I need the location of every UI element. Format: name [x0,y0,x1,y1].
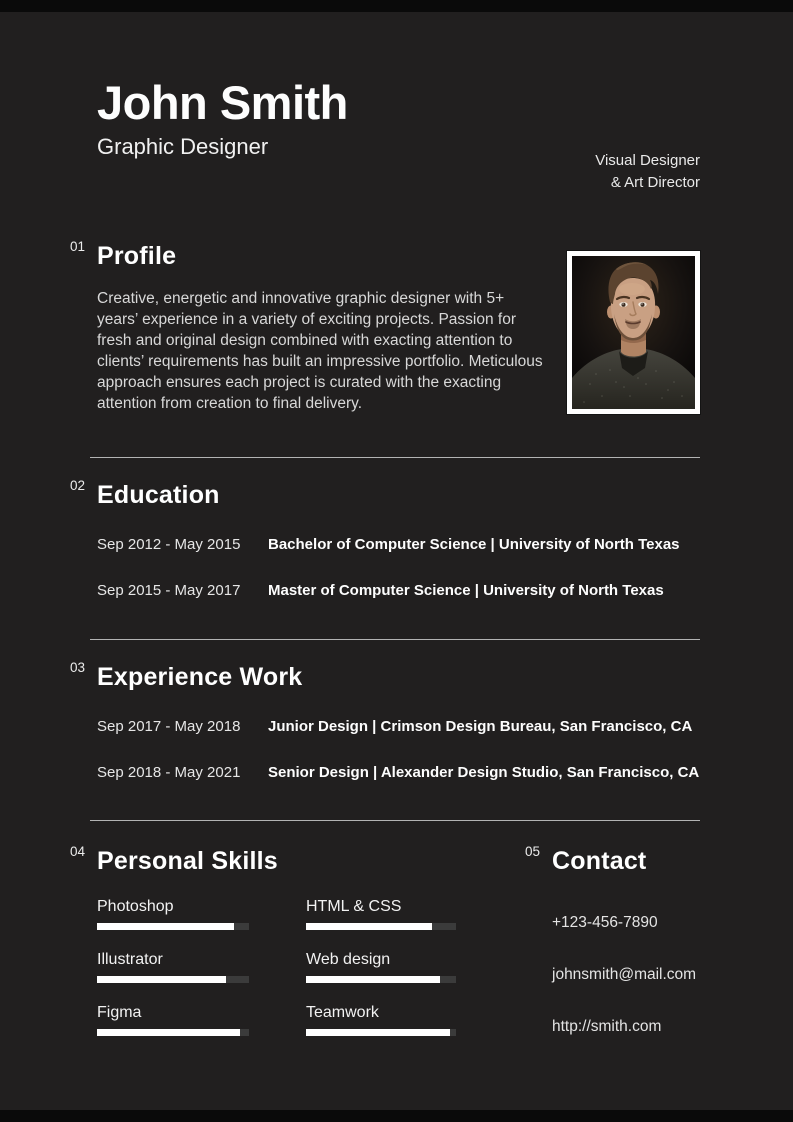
portrait-illustration [572,256,695,409]
person-name: John Smith [97,76,348,129]
tagline-line-1: Visual Designer [595,152,700,170]
education-heading-row [70,478,700,510]
skills-section-number: 04 [70,844,86,860]
experience-detail: Junior Design | Crimson Design Bureau, San Francisco, CA [268,718,693,736]
skill-item [97,898,249,930]
skill-bar-fill [97,1029,240,1036]
skills-grid [97,898,462,1036]
skill-bar-fill [306,1029,450,1036]
experience-detail: Senior Design | Alexander Design Studio, San Francisco, CA [268,764,700,782]
skill-bar [97,1029,249,1036]
profile-section-title: Profile [97,242,177,271]
experience-row [97,764,700,781]
experience-dates: Sep 2018 - May 2021 [97,764,241,782]
header-sub-row [90,134,700,194]
divider [90,639,700,640]
education-detail: Bachelor of Computer Science | University of North Texas [268,536,680,554]
skill-item [306,898,456,930]
profile-text: Creative, energetic and innovative graphic designer with 5+ years’ experience in a variety of exciting projects. Passion for fresh and original design combined with exacting attention to clients’ requirements has built an impressive portfolio. Meticulous approach ensures each project is curated with the exacting attention from creation to final delivery. [97,290,543,413]
section-experience [70,660,700,782]
education-dates: Sep 2012 - May 2015 [97,536,241,554]
education-detail: Master of Computer Science | University of North Texas [268,582,664,600]
skill-bar-fill [306,923,432,930]
skills-section-title: Personal Skills [97,847,278,876]
contact-website[interactable]: http://smith.com [552,1018,662,1036]
education-row [97,536,700,553]
profile-section-number: 01 [70,239,86,255]
skill-item [306,951,456,983]
skill-bar-fill [97,923,234,930]
contact-section-number: 05 [525,844,541,860]
education-section-title: Education [97,481,220,510]
profile-photo [567,251,700,414]
skills-heading-row [70,844,462,876]
experience-section-number: 03 [70,660,86,676]
divider [90,457,700,458]
tagline-line-2: & Art Director [610,174,700,192]
section-profile [70,239,700,414]
contact-phone: +123-456-7890 [552,914,658,932]
skill-bar [306,976,456,983]
contact-email[interactable]: johnsmith@mail.com [552,966,697,984]
bottom-section [70,844,700,1070]
skill-bar [306,1029,456,1036]
section-education [70,478,700,600]
skill-item [306,1004,456,1036]
experience-row [97,718,700,735]
skill-item [97,951,249,983]
section-contact [525,844,697,1070]
skill-bar-fill [306,976,440,983]
contact-list [552,914,696,1036]
divider [90,820,700,821]
education-section-number: 02 [70,478,86,494]
contact-section-title: Contact [552,847,647,876]
section-skills [70,844,462,1070]
content-wrapper [70,12,700,1070]
skill-label: Illustrator [97,951,163,969]
top-frame-bar [0,0,793,12]
job-title: Graphic Designer [97,134,269,160]
experience-section-title: Experience Work [97,663,303,692]
skill-label: Web design [306,951,391,969]
skill-label: Photoshop [97,898,174,916]
education-dates: Sep 2015 - May 2017 [97,582,241,600]
skill-label: Figma [97,1004,142,1022]
header [90,76,700,194]
skill-bar-fill [97,976,226,983]
experience-dates: Sep 2017 - May 2018 [97,718,241,736]
tagline [595,150,700,194]
skill-bar [306,923,456,930]
skill-item [97,1004,249,1036]
skill-bar [97,976,249,983]
bottom-frame-bar [0,1110,793,1122]
skill-bar [97,923,249,930]
experience-heading-row [70,660,700,692]
skill-label: Teamwork [306,1004,379,1022]
skill-label: HTML & CSS [306,898,402,916]
education-row [97,582,700,599]
contact-heading-row [525,844,696,876]
